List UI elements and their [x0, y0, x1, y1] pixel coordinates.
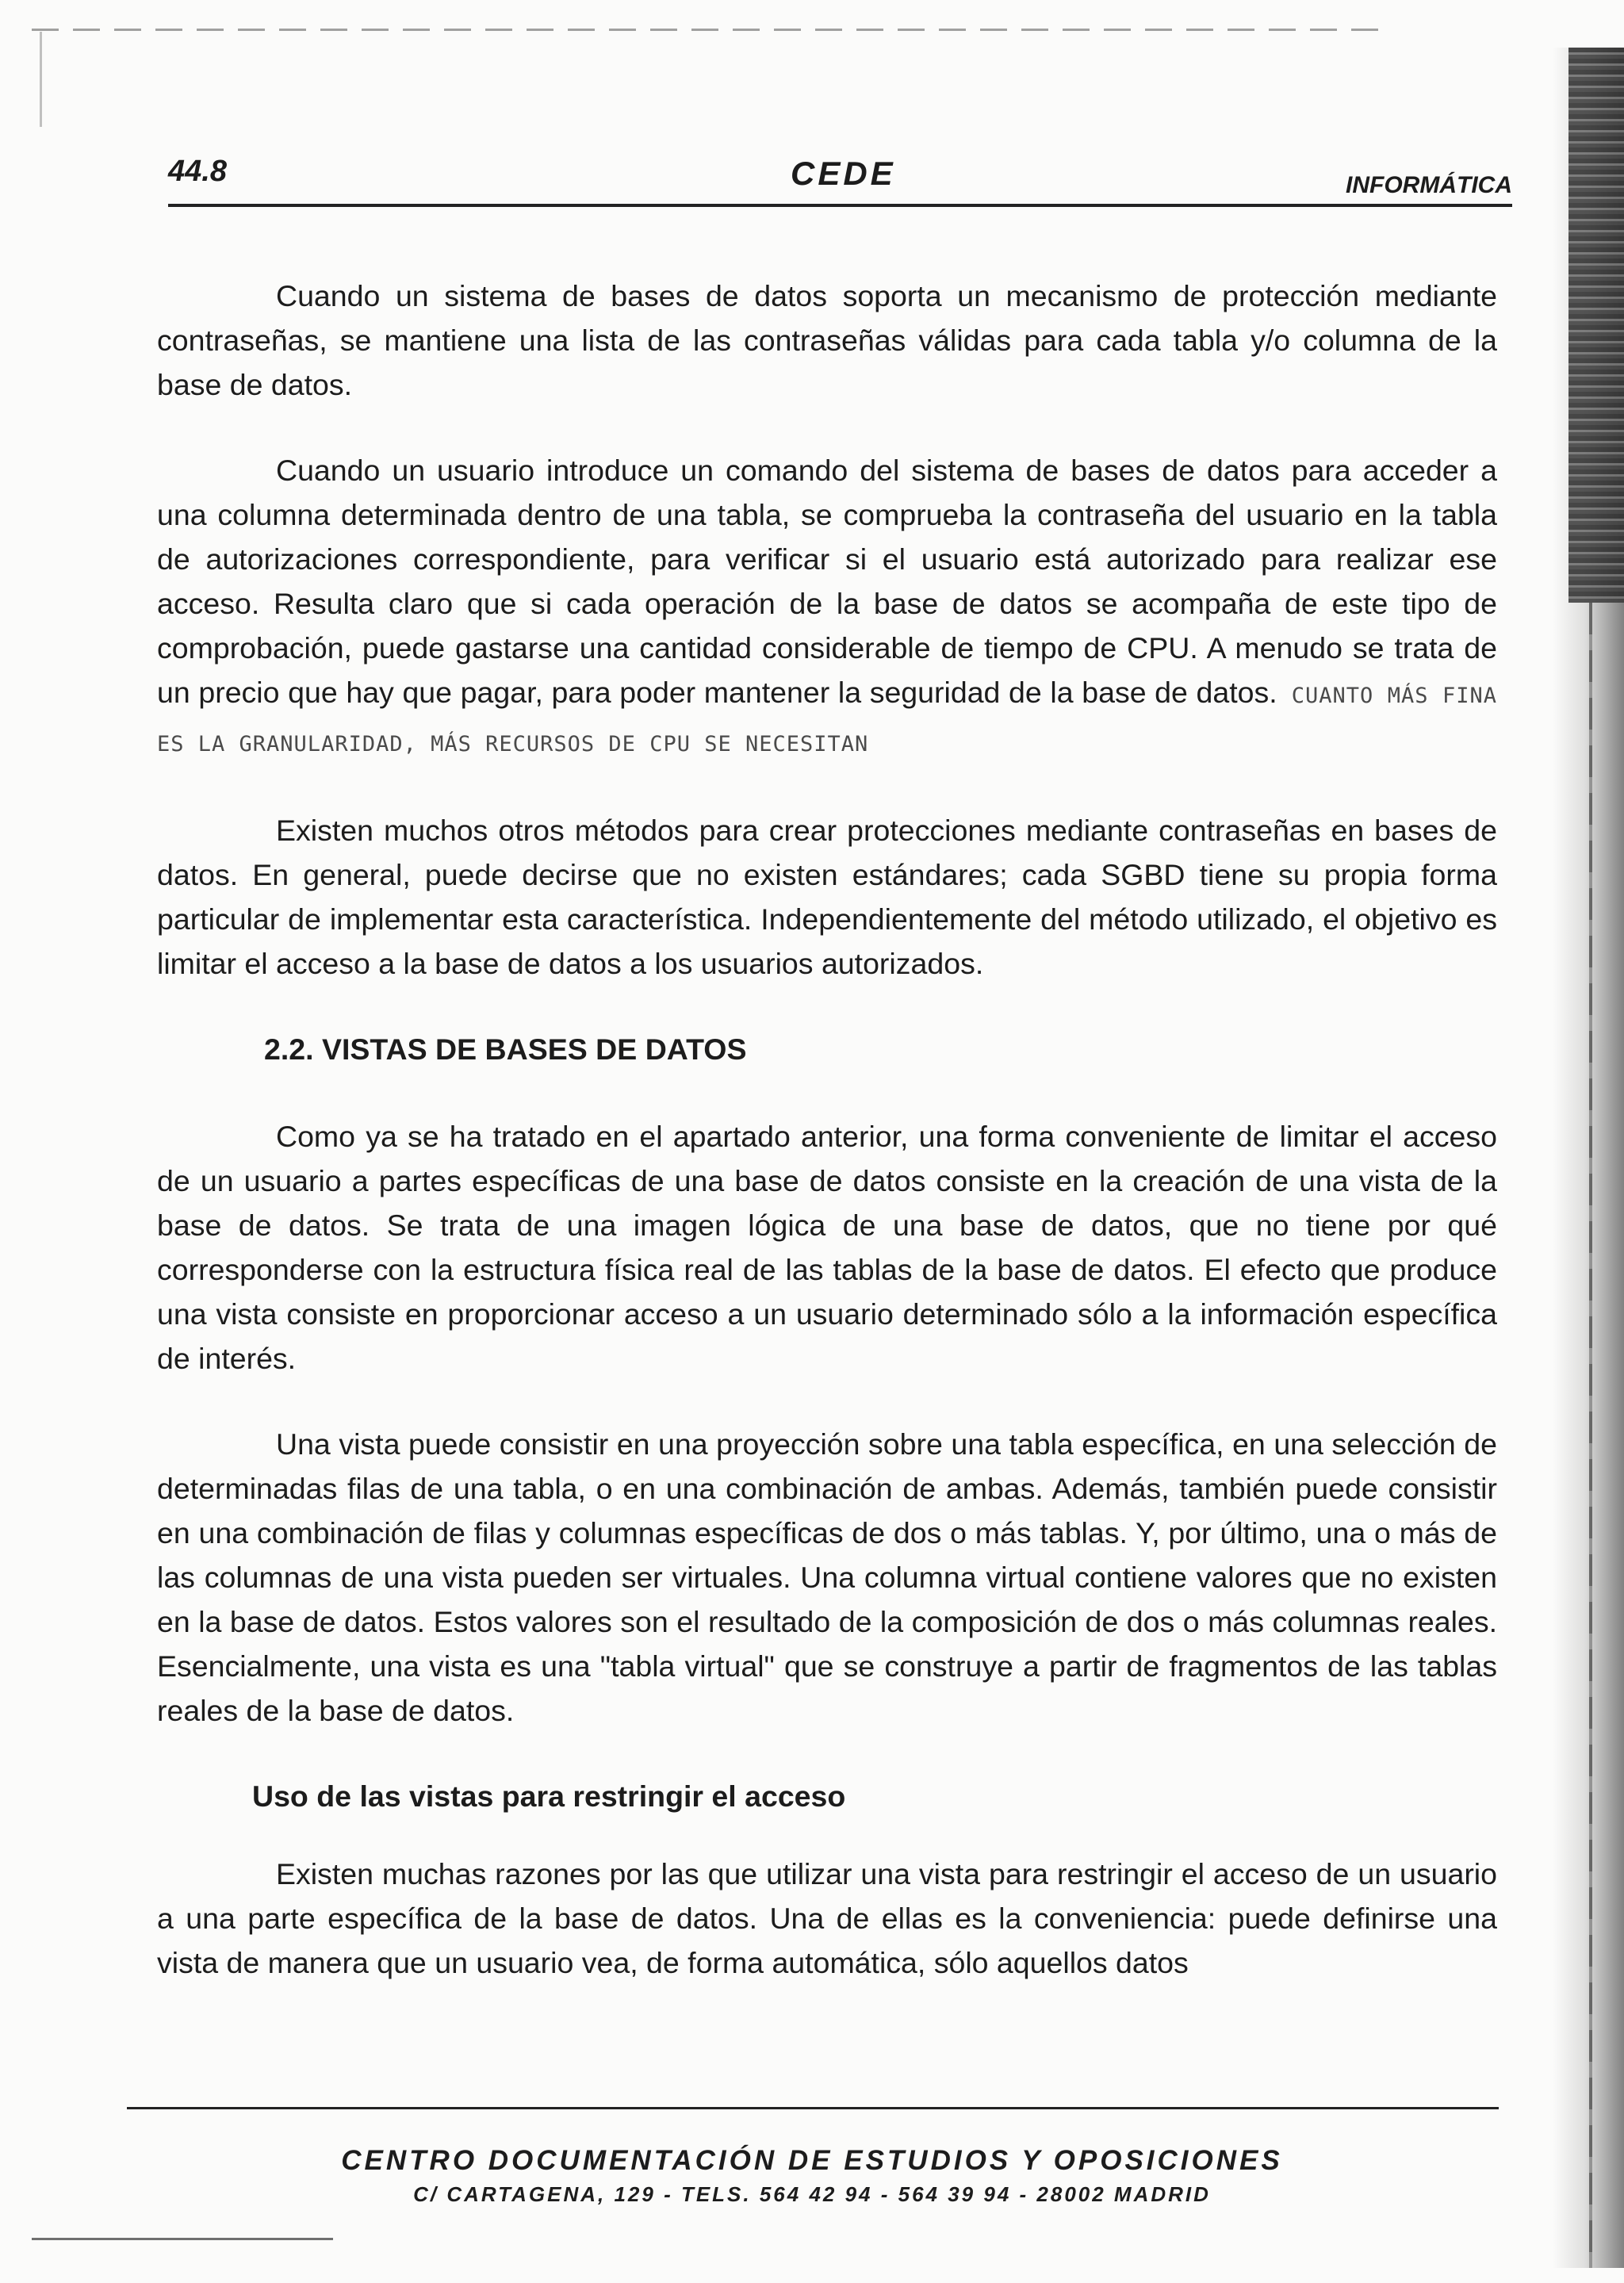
- publisher-title: CEDE: [791, 155, 896, 192]
- scan-artifact-bottom-mark: [32, 2238, 333, 2240]
- page-header: [168, 155, 1512, 218]
- scan-binding-line: [1589, 603, 1592, 2268]
- paragraph: Existen muchos otros métodos para crear protecciones mediante contraseñas en bases de datos. En general, puede decirse que no existen estándares; cada SGBD tiene su propia forma particular de implementar esta característica. Independientemente del método utilizado, el objetivo es limitar el acceso a la base de datos a los usuarios autorizados.: [157, 814, 1497, 980]
- paragraph: Una vista puede consistir en una proyección sobre una tabla específica, en una selección de determinadas filas de una tabla, o en una combinación de ambas. Además, también puede consistir en una combinación de filas y columnas específicas de dos o más tablas. Y, por último, una o más de las columnas de una vista pueden ser virtuales. Una columna virtual contiene valores que no existen en la base de datos. Estos valores son el resultado de la composición de dos o más columnas reales. Esencialmente, una vista es una "tabla virtual" que se construye a partir de fragmentos de las tablas reales de la base de datos.: [157, 1427, 1497, 1727]
- footer-organization: CENTRO DOCUMENTACIÓN DE ESTUDIOS Y OPOSICIONES: [341, 2145, 1283, 2176]
- paragraph: Existen muchas razones por las que utilizar una vista para restringir el acceso de un usuario a una parte específica de la base de datos. Una de ellas es la conveniencia: puede definirse una vista de manera que un usuario vea, de forma automática, sólo aquellos datos: [157, 1857, 1497, 1979]
- footer-rule: [127, 2107, 1499, 2109]
- sub-heading: Uso de las vistas para restringir el acceso: [252, 1779, 846, 1813]
- handwritten-note: CUANTO MÁS FINA ES LA GRANULARIDAD, MÁS RECURSOS DE CPU SE NECESITAN: [157, 684, 1497, 757]
- section-label: INFORMÁTICA: [1346, 172, 1512, 198]
- header-rule: [168, 204, 1512, 207]
- page-number: 44.8: [168, 155, 227, 188]
- scan-artifact-left-mark: [40, 32, 42, 127]
- paragraph: [157, 448, 1497, 767]
- scan-binding-dark-edge: [1568, 48, 1624, 603]
- paragraph: Como ya se ha tratado en el apartado anterior, una forma conveniente de limitar el acceso de un usuario a partes específicas de una base de datos consiste en la creación de una vista de la base de datos. Se trata de una imagen lógica de una base de datos, que no tiene por qué corresponderse con la estructura física real de las tablas de la base de datos. El efecto que produce una vista consiste en proporcionar acceso a un usuario determinado sólo a la información específica de interés.: [157, 1120, 1497, 1375]
- scan-artifact-top-line: [32, 29, 1380, 31]
- footer-address: C/ CARTAGENA, 129 - TELS. 564 42 94 - 564 39 94 - 28002 MADRID: [413, 2182, 1211, 2206]
- paragraph: Cuando un sistema de bases de datos soporta un mecanismo de protección mediante contraseñas, se mantiene una lista de las contraseñas válidas para cada tabla y/o columna de la base de datos.: [157, 279, 1497, 401]
- document-body: [157, 274, 1497, 1985]
- paragraph-text: Cuando un usuario introduce un comando del sistema de bases de datos para acceder a una columna determinada dentro de una tabla, se comprueba la contraseña del usuario en la tabla de autorizaciones correspondiente, para verificar si el usuario está autorizado para realizar ese acceso. Resulta claro que si cada operación de la base de datos se acompaña de este tipo de comprobación, puede gastarse una cantidad considerable de tiempo de CPU. A menudo se trata de un precio que hay que pagar, para poder mantener la seguridad de la base de datos.: [157, 454, 1497, 709]
- section-heading: 2.2. VISTAS DE BASES DE DATOS: [264, 1032, 747, 1066]
